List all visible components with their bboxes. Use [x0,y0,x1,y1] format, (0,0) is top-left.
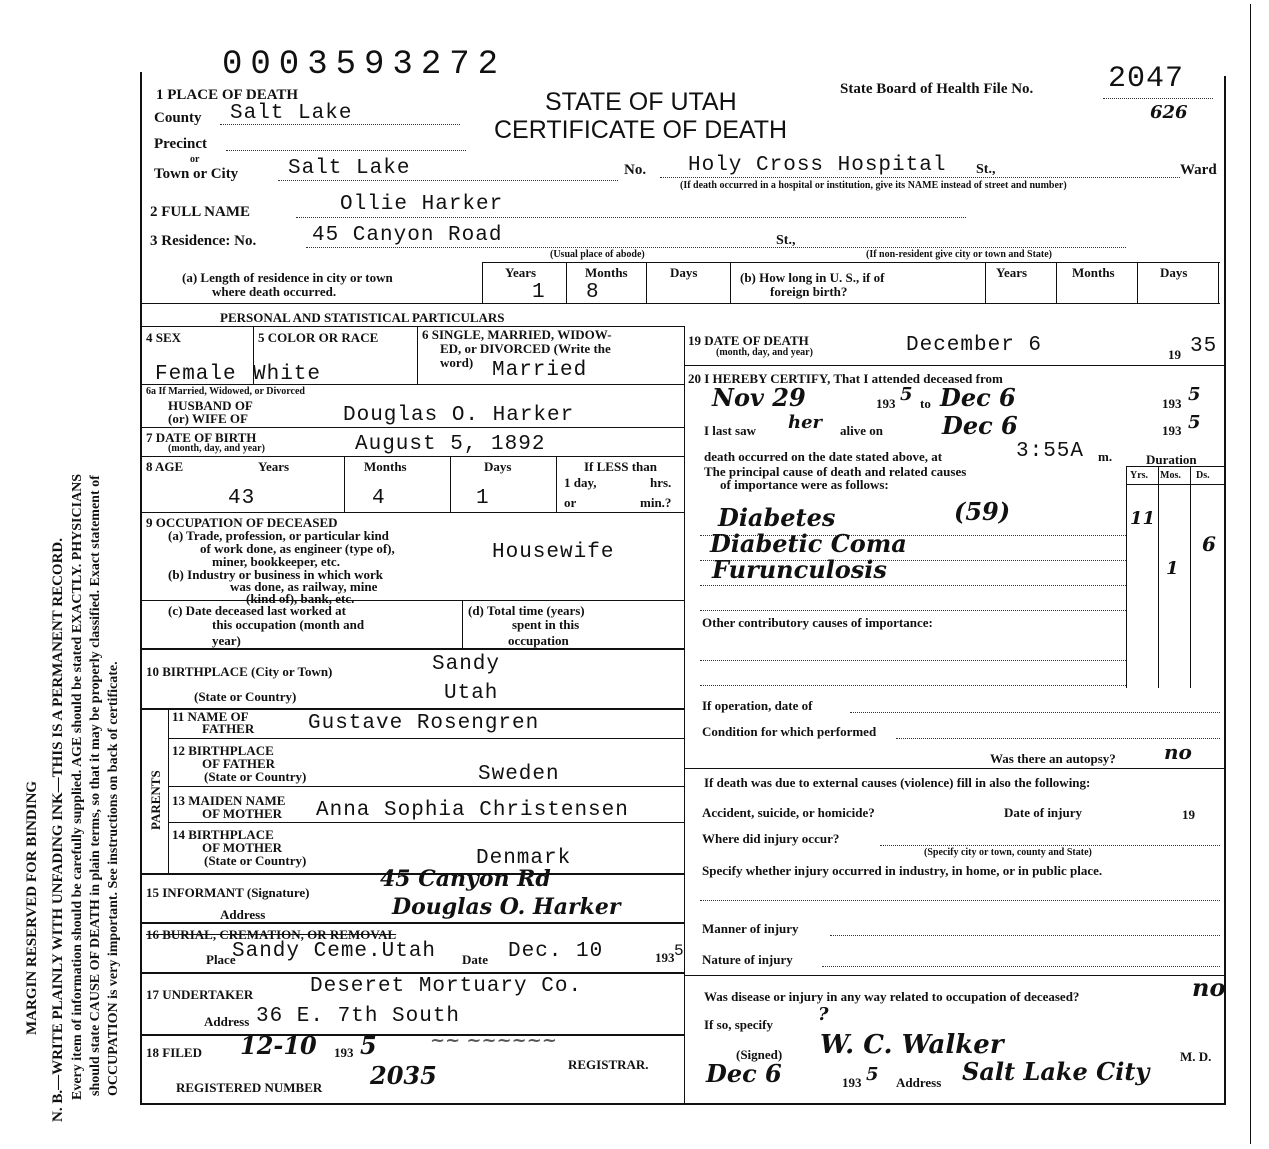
cause-2-days: 6 [1202,532,1216,556]
file-number-line [1103,98,1213,99]
burial-year-prefix: 193 [655,950,675,965]
occupation-related-value: no [1192,973,1226,1002]
father-birthplace-label-3: (State or Country) [204,769,307,784]
attended-to-year-prefix: 193 [1162,396,1182,411]
time-m-label: m. [1098,449,1113,464]
precinct-label: Precinct [154,136,208,152]
certificate-title: CERTIFICATE OF DEATH [494,116,788,144]
city-line [278,180,618,181]
spouse-label-3: (or) WIFE OF [168,411,248,426]
city-value: Salt Lake [288,157,411,180]
occupation-value: Housewife [492,541,615,564]
physician-address: Salt Lake City [962,1057,1150,1086]
father-name: Gustave Rosengren [308,712,540,735]
registered-number: 2035 [370,1061,437,1090]
attended-from-year-prefix: 193 [876,396,896,411]
street-line [660,177,1180,178]
residence-days-header: Days [670,265,698,280]
filed-year-prefix: 193 [334,1045,354,1060]
us-months-header: Months [1072,265,1115,280]
hospital-note: (If death occurred in a hospital or institution, give its NAME instead of street and number) [680,180,1067,191]
residence-grid-bottom [140,303,1220,304]
margin-binding-text: MARGIN RESERVED FOR BINDING [24,780,40,1035]
county-value: Salt Lake [230,102,353,125]
father-name-label-2: FATHER [202,721,255,736]
occupation-related-label: Was disease or injury in any way related to occupation of deceased? [704,989,1080,1004]
spouse-label: 6a If Married, Widowed, or Divorced [146,386,305,397]
signed-year: 5 [866,1064,879,1085]
race-label: 5 COLOR OR RACE [258,330,379,345]
length-residence-label: (a) Length of residence in city or town [182,270,393,285]
occupation-c3: year) [212,633,241,648]
duration-years-header: Yrs. [1130,470,1149,481]
undertaker-address-label: Address [204,1014,250,1029]
state-title: STATE OF UTAH [545,88,737,116]
minutes-label: min.? [640,495,672,510]
manner-injury-label: Manner of injury [702,921,799,936]
city-label: Town or City [154,166,239,182]
other-causes-label: Other contributory causes of importance: [702,615,933,630]
occupation-d3: occupation [508,633,569,648]
informant-signature-bottom: Douglas O. Harker [392,894,621,920]
street-number-label: No. [624,162,647,178]
burial-date-label: Date [462,952,488,967]
operation-label: If operation, date of [702,698,813,713]
age-months-value: 4 [372,487,386,510]
attended-from-year: 5 [900,384,913,405]
street-label: St., [976,162,996,177]
occupation-a2: of work done, as engineer (type of), [200,541,395,556]
residence-years-value: 1 [532,281,546,304]
page-right-edge [1250,4,1251,1144]
column-divider [684,326,685,1103]
spouse-value: Douglas O. Harker [343,404,575,427]
duration-label: Duration [1146,452,1197,467]
occupation-label: 9 OCCUPATION OF DECEASED [146,515,338,530]
if-so-label: If so, specify [704,1017,773,1032]
burial-year-suffix: 5 [674,942,685,960]
where-injury-label: Where did injury occur? [702,831,840,846]
cause-1-code: (59) [954,497,1011,526]
dob-value: August 5, 1892 [355,433,546,456]
filed-label: 18 FILED [146,1045,202,1060]
nonresident-note: (If non-resident give city or town and State) [866,249,1053,260]
last-saw-label: I last saw [704,423,757,438]
signed-label: (Signed) [736,1047,783,1062]
undertaker-value: Deseret Mortuary Co. [310,975,583,998]
condition-label: Condition for which performed [702,724,877,739]
certify-label: 20 I HEREBY CERTIFY, That I attended deceased from [688,371,1003,386]
occupation-b3: (kind of), bank, etc. [246,591,355,606]
occupation-a1: (a) Trade, profession, or particular kind [168,528,389,543]
attended-to-year: 5 [1188,384,1201,405]
margin-instruction-line-2: should state CAUSE OF DEATH in plain terms, so that it may be properly classified. Exact statement of [88,475,103,1096]
county-line [220,124,460,125]
residence-months-value: 8 [586,281,600,304]
last-saw-value: her [788,412,823,433]
registrar-signature: ~~ ~~~~~~ [430,1030,557,1051]
occupation-a3: miner, bookkeeper, etc. [212,554,340,569]
hospital-name: Holy Cross Hospital [688,154,947,177]
personal-particulars-heading: PERSONAL AND STATISTICAL PARTICULARS [220,310,505,325]
cause-3-text: Furunculosis [712,555,887,584]
father-birthplace-label-2: OF FATHER [202,756,276,771]
occupation-c1: (c) Date deceased last worked at [168,603,346,618]
certificate-serial-number: 0003593272 [222,46,507,84]
informant-signature-top: 45 Canyon Rd [380,866,551,892]
nature-injury-label: Nature of injury [702,952,793,967]
dob-sub-label: (month, day, and year) [168,443,265,454]
race-value: White [253,363,322,386]
sex-label: 4 SEX [146,330,182,345]
burial-date: Dec. 10 [508,940,604,963]
marital-label-3: word) [440,355,474,370]
burial-label: 16 BURIAL, CREMATION, OR REMOVAL [146,927,397,942]
where-injury-sub: (Specify city or town, county and State) [924,847,1092,858]
signed-year-prefix: 193 [842,1075,862,1090]
margin-instruction-line-3: OCCUPATION is very important. See instructions on back of certificate. [106,661,121,1096]
mother-name-label: 13 MAIDEN NAME [172,793,286,808]
age-label: 8 AGE [146,459,184,474]
marital-label: 6 SINGLE, MARRIED, WIDOW- [422,327,612,342]
injury-date-label: Date of injury [1004,805,1082,820]
filed-date: 12-10 [240,1031,317,1060]
sex-value: Female [155,363,237,386]
death-year: 35 [1190,335,1218,358]
alive-year: 5 [1188,412,1201,433]
attended-from: Nov 29 [712,383,806,412]
cause-label: The principal cause of death and related causes [704,464,967,479]
form-left-border [140,72,142,1105]
age-days-header: Days [484,459,512,474]
attended-to: Dec 6 [940,383,1016,412]
occupation-d1: (d) Total time (years) [468,603,585,618]
specify-injury-label: Specify whether injury occurred in industry, in home, or in public place. [702,863,1103,878]
cause-3-months: 1 [1166,558,1179,579]
us-years-header: Years [996,265,1028,280]
file-number-label: State Board of Health File No. [840,81,1034,97]
occupation-b2: was done, as railway, mine [230,579,378,594]
mother-birthplace: Denmark [476,847,572,870]
alive-on-label: alive on [840,423,883,438]
birthplace-state: Utah [444,682,499,705]
registrar-label: REGISTRAR. [568,1057,649,1072]
age-years-header: Years [258,459,290,474]
file-sub-number: 626 [1150,102,1188,123]
autopsy-label: Was there an autopsy? [990,751,1116,766]
residence-value: 45 Canyon Road [312,224,503,247]
birthplace-state-label: (State or Country) [194,689,297,704]
us-length-label-2: foreign birth? [770,284,848,299]
alive-on-date: Dec 6 [942,411,1018,440]
burial-place-label: Place [206,952,236,967]
occupation-c2: this occupation (month and [212,617,365,632]
or-label: or [190,154,200,165]
autopsy-value: no [1164,740,1192,764]
margin-instruction-line-1: Every item of information should be carefully supplied. AGE should be stated EXACTLY. PHYSICIANS [70,473,85,1100]
county-label: County [154,110,202,126]
mother-name-label-2: OF MOTHER [202,806,283,821]
informant-label: 15 INFORMANT (Signature) [146,885,310,900]
us-length-label: (b) How long in U. S., if of [740,270,885,285]
spouse-label-2: HUSBAND OF [168,398,253,413]
external-causes-label: If death was due to external causes (violence) fill in also the following: [704,775,1091,790]
date-of-death-label: 19 DATE OF DEATH [688,333,809,348]
informant-address-label: Address [220,907,266,922]
injury-year-prefix: 19 [1182,807,1195,822]
father-birthplace: Sweden [478,763,560,786]
cause-1-years: 11 [1130,508,1156,529]
mother-birthplace-label-2: OF MOTHER [202,840,283,855]
marital-label-2: ED, or DIVORCED (Write the [440,341,611,356]
if-so-value: ? [818,1004,829,1025]
dob-label: 7 DATE OF BIRTH [146,430,257,445]
occupation-b1: (b) Industry or business in which work [168,567,384,582]
age-years-value: 43 [228,487,256,510]
date-of-death-sub: (month, day, and year) [716,347,813,358]
burial-place: Sandy Ceme.Utah [232,940,437,963]
accident-label: Accident, suicide, or homicide? [702,805,875,820]
age-months-header: Months [364,459,407,474]
mother-name: Anna Sophia Christensen [316,799,629,822]
place-of-death-heading: 1 PLACE OF DEATH [156,87,299,103]
undertaker-label: 17 UNDERTAKER [146,987,254,1002]
file-number: 2047 [1108,62,1185,96]
marital-value: Married [492,359,588,382]
precinct-line [226,150,466,151]
residence-line [306,247,1126,248]
death-time-label: death occurred on the date stated above, at [704,449,943,464]
signed-date: Dec 6 [706,1059,782,1088]
residence-label: 3 Residence: No. [150,233,257,249]
form-bottom-border [140,1103,1226,1105]
less-than-day-label: 1 day, [564,475,597,490]
death-year-prefix: 19 [1168,347,1181,362]
full-name-value: Ollie Harker [340,193,504,216]
or-min-label: or [564,495,577,510]
full-name-line [296,217,966,218]
registered-number-label: REGISTERED NUMBER [176,1080,323,1095]
duration-days-header: Ds. [1196,470,1210,481]
cause-label-2: of importance were as follows: [720,477,889,492]
length-residence-label-2: where death occurred. [212,284,337,299]
age-days-value: 1 [476,487,490,510]
physician-address-label: Address [896,1075,942,1090]
residence-street-label: St., [776,233,796,248]
usual-abode-note: (Usual place of abode) [550,249,645,260]
filed-year: 5 [360,1031,377,1060]
residence-months-header: Months [585,265,628,280]
residence-years-header: Years [505,265,537,280]
alive-year-prefix: 193 [1162,423,1182,438]
occupation-d2: spent in this [512,617,580,632]
undertaker-address: 36 E. 7th South [256,1005,461,1028]
md-label: M. D. [1180,1049,1212,1064]
cause-2-text: Diabetic Coma [710,529,907,558]
full-name-label: 2 FULL NAME [150,204,251,220]
margin-warning-line: N. B.—WRITE PLAINLY WITH UNFADING INK—THIS IS A PERMANENT RECORD. [50,538,66,1122]
birthplace-city: Sandy [432,653,501,676]
parents-side-label: PARENTS [148,770,163,830]
hours-label: hrs. [650,475,672,490]
date-of-death: December 6 [906,334,1043,357]
cause-1-text: Diabetes [718,503,836,532]
mother-birthplace-label: 14 BIRTHPLACE [172,827,274,842]
ward-label: Ward [1180,162,1217,178]
duration-months-header: Mos. [1160,470,1181,481]
mother-birthplace-label-3: (State or Country) [204,853,307,868]
less-than-label: If LESS than [584,459,657,474]
form-right-border [1224,76,1226,1103]
physician-signature: W. C. Walker [820,1030,1004,1060]
us-days-header: Days [1160,265,1188,280]
birthplace-label: 10 BIRTHPLACE (City or Town) [146,664,333,679]
father-birthplace-label: 12 BIRTHPLACE [172,743,274,758]
death-time: 3:55A [1016,440,1085,463]
to-label: to [920,396,931,411]
residence-grid-top [482,262,1220,263]
father-name-label: 11 NAME OF [172,709,249,724]
